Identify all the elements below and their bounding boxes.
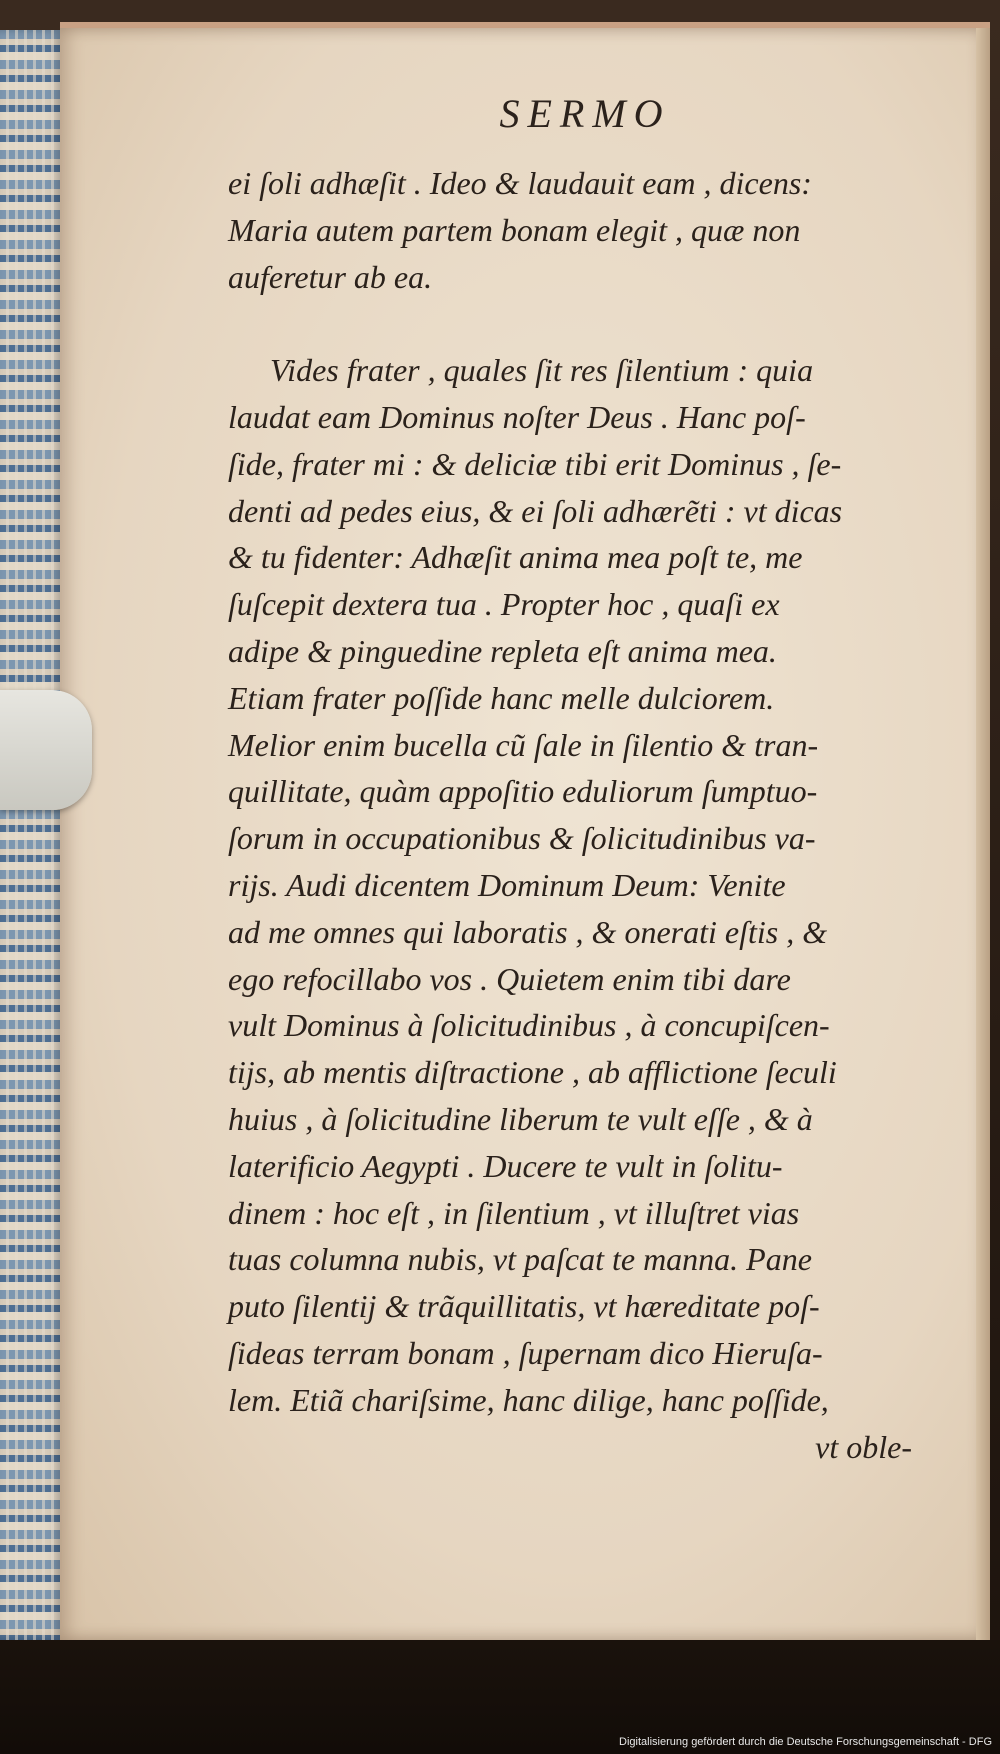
text-line: ego refocillabo vos . Quietem enim tibi dare: [228, 960, 791, 997]
text-line: vult Dominus à ſolicitudinibus , à concupiſcen-: [228, 1007, 830, 1044]
text-line: lem. Etiã chariſsime, hanc dilige, hanc poſſide,: [228, 1381, 829, 1418]
text-line: ſideas terram bonam , ſupernam dico Hieruſa-: [228, 1334, 823, 1371]
text-line: Vides frater , quales ſit res ſilentium : quia: [270, 352, 814, 389]
page-text: [228, 160, 918, 1470]
text-line: rijs. Audi dicentem Dominum Deum: Venite: [228, 866, 786, 903]
page-right-edge: [976, 28, 990, 1640]
text-line: quillitate, quàm appoſitio eduliorum ſumptuo-: [228, 773, 818, 810]
paragraph-gap: [228, 300, 918, 347]
text-line: adipe & pinguedine repleta eſt anima mea.: [228, 632, 777, 669]
scan-bottom-area: [0, 1640, 1000, 1754]
text-line: ſorum in occupationibus & ſolicitudinibus va-: [228, 820, 816, 857]
text-line: ſuſcepit dextera tua . Propter hoc , quaſi ex: [228, 586, 780, 623]
text-line: ſide, frater mi : & deliciæ tibi erit Dominus , ſe-: [228, 445, 842, 482]
text-line: Melior enim bucella cũ ſale in ſilentio & tran-: [228, 726, 819, 763]
text-line: laterificio Aegypti . Ducere te vult in ſolitu-: [228, 1147, 783, 1184]
text-line: ei ſoli adhæſit . Ideo & laudauit eam , dicens:: [228, 165, 812, 201]
digitization-credit: Digitalisierung gefördert durch die Deutsche Forschungsgemeinschaft - DFG: [619, 1736, 992, 1748]
text-line: auferetur ab ea.: [228, 258, 433, 295]
running-head: SERMO: [499, 91, 671, 136]
book-page: [60, 22, 990, 1640]
text-line: puto ſilentij & trãquillitatis, vt hæreditate poſ-: [228, 1288, 820, 1325]
text-line: tuas columna nubis, vt paſcat te manna. Pane: [228, 1241, 812, 1278]
catchword: vt oble-: [815, 1428, 912, 1465]
text-line: tijs, ab mentis diſtractione , ab afflictione ſeculi: [228, 1054, 837, 1091]
text-line: Maria autem partem bonam elegit , quæ non: [228, 211, 801, 248]
page-clip: [0, 690, 92, 810]
text-line: denti ad pedes eius, & ei ſoli adhærẽti : vt dicas: [228, 492, 843, 529]
text-line: huius , à ſolicitudine liberum te vult eſſe , & à: [228, 1100, 813, 1137]
text-line: & tu fidenter: Adhæſit anima mea poſt te, me: [228, 539, 803, 576]
book-edge: [0, 30, 65, 1640]
text-line: laudat eam Dominus noſter Deus . Hanc poſ-: [228, 398, 806, 435]
text-line: ad me omnes qui laboratis , & onerati eſtis , &: [228, 913, 828, 950]
text-line: Etiam frater poſſide hanc melle dulciorem.: [228, 679, 775, 716]
text-line: dinem : hoc eſt , in ſilentium , vt illuſtret vias: [228, 1194, 800, 1231]
